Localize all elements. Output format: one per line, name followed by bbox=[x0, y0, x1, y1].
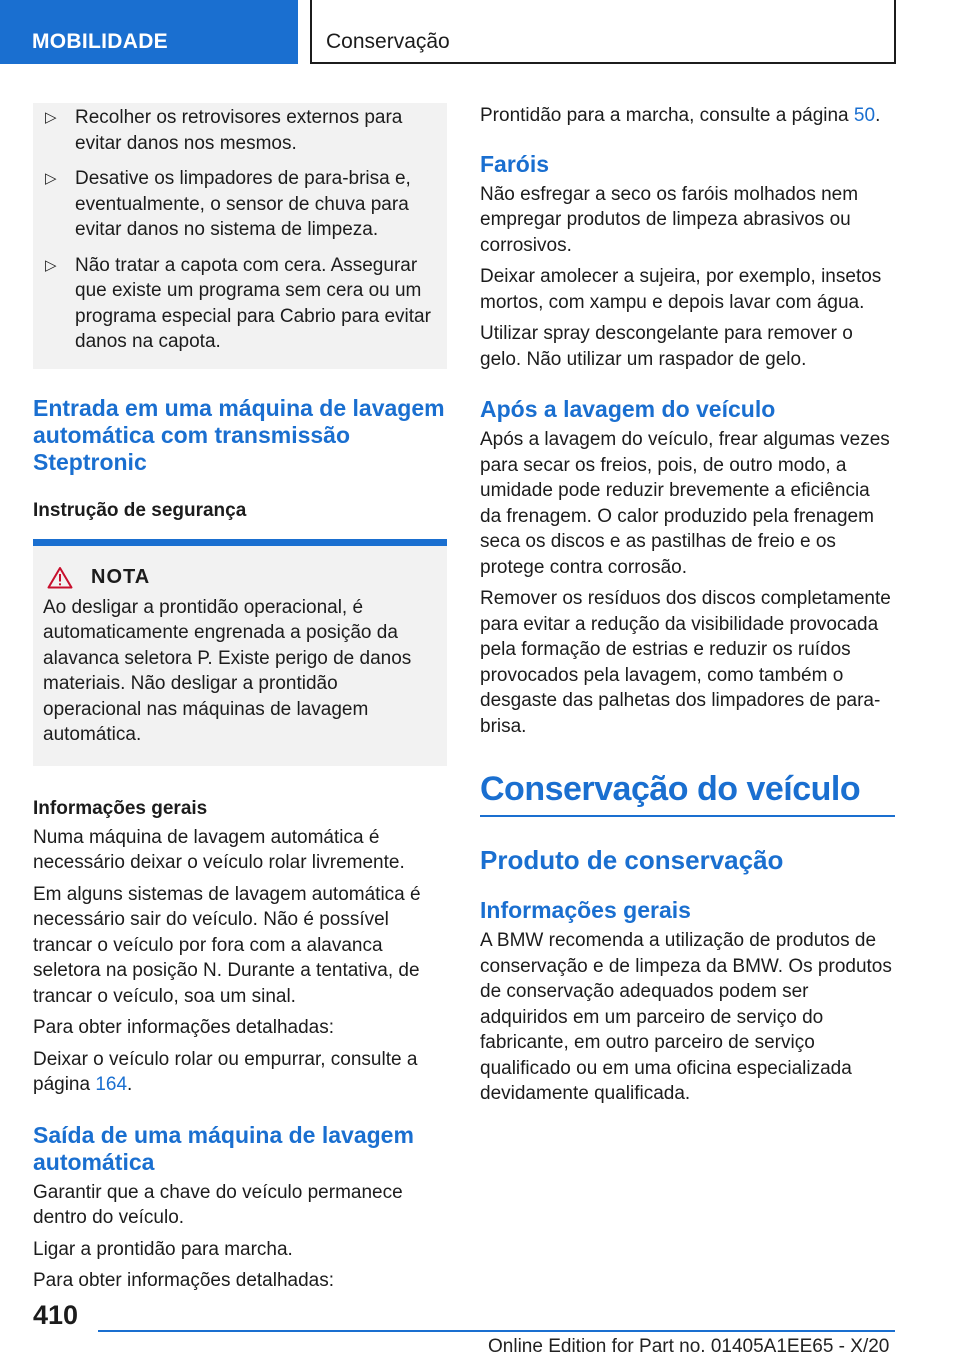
paragraph bbox=[33, 1047, 447, 1098]
right-column bbox=[480, 103, 895, 1113]
chapter-label: Conservação bbox=[326, 30, 450, 53]
note-title: NOTA bbox=[91, 565, 151, 588]
paragraph: Garantir que a chave do veículo permanece dentro do veículo. bbox=[33, 1181, 403, 1228]
section-title-after-wash: Após a lavagem do veículo bbox=[480, 396, 776, 422]
triangle-bullet-icon: ▷ bbox=[45, 170, 57, 187]
section-tab bbox=[0, 0, 298, 64]
paragraph: Em alguns sistemas de lavagem automática é necessário sair do veículo. Não é possível trancar o veículo por fora com a alavanca seletora na posição N. Durante a tentativa, de trancar o veículo, soa um sinal. bbox=[33, 883, 421, 1007]
page-number: 410 bbox=[33, 1300, 79, 1330]
safety-instruction-title: Instrução de segurança bbox=[33, 499, 247, 521]
section-title-car-wash-entry: Entrada em uma máquina de lavagem automática com transmissão Steptronic bbox=[33, 394, 445, 475]
list-item bbox=[45, 166, 435, 243]
triangle-bullet-icon: ▷ bbox=[45, 256, 57, 274]
list-item-text: Recolher os retrovisores externos para evitar danos nos mesmos. bbox=[75, 107, 403, 154]
paragraph: Para obter informações detalhadas: bbox=[33, 1270, 335, 1291]
paragraph: Remover os resíduos dos discos completamente para evitar a redução da visibilidade provocada pela formação de estrias e reduzir os ruídos provocados pela lavagem, como também o desgaste das palhetas dos limpadores de para-brisa. bbox=[480, 588, 891, 737]
bullet-box bbox=[33, 103, 447, 369]
page-link-50[interactable]: 50 bbox=[853, 105, 876, 126]
list-item bbox=[45, 105, 435, 156]
paragraph: Utilizar spray descongelante para remover o gelo. Não utilizar um raspador de gelo. bbox=[480, 323, 853, 370]
list-item-text: Desative os limpadores de para-brisa e, eventualmente, o sensor de chuva para evitar danos no sistema de limpeza. bbox=[75, 168, 411, 240]
note-header bbox=[43, 566, 437, 589]
section-title-headlights: Faróis bbox=[480, 150, 550, 177]
paragraph-end: . bbox=[875, 105, 881, 126]
note-box bbox=[33, 539, 447, 766]
chapter-title-vehicle-care: Conservação do veículo bbox=[480, 769, 895, 817]
note-text: Ao desligar a prontidão operacional, é automaticamente engrenada a posição da alavanca seletora P. Existe perigo de danos materiais. Não desligar a prontidão operacional nas máquinas de lavagem automática. bbox=[43, 596, 412, 745]
general-info-title: Informações gerais bbox=[33, 797, 208, 819]
paragraph: Deixar amolecer a sujeira, por exemplo, insetos mortos, com xampu e depois lavar com água. bbox=[480, 266, 882, 313]
general-info-title: Informações gerais bbox=[480, 897, 691, 923]
warning-triangle-icon bbox=[47, 566, 73, 589]
page-link-164[interactable]: 164 bbox=[95, 1074, 128, 1095]
paragraph: Não esfregar a seco os faróis molhados nem empregar produtos de limpeza abrasivos ou corrosivos. bbox=[480, 183, 859, 256]
paragraph: A BMW recomenda a utilização de produtos de conservação e de limpeza da BMW. Os produtos de conservação adequados podem ser adquiridos em um parceiro de serviço do fabricante, em outro parceiro de serviço qualificado ou em uma oficina especializada devidamente qualificada. bbox=[480, 930, 892, 1104]
paragraph: Ligar a prontidão para marcha. bbox=[33, 1238, 293, 1260]
chapter-header bbox=[310, 0, 896, 64]
footer-divider bbox=[98, 1330, 895, 1332]
paragraph: Numa máquina de lavagem automática é necessário deixar o veículo rolar livremente. bbox=[33, 826, 405, 873]
section-title-car-wash-exit: Saída de uma máquina de lavagem automática bbox=[33, 1121, 414, 1175]
triangle-bullet-icon: ▷ bbox=[45, 109, 57, 126]
list-item bbox=[45, 253, 435, 355]
bullet-list bbox=[45, 105, 435, 355]
footer-edition: Online Edition for Part no. 01405A1EE65 - X/20 bbox=[488, 1336, 890, 1357]
subchapter-title-care-products: Produto de conservação bbox=[480, 845, 784, 875]
left-column bbox=[33, 103, 447, 1300]
paragraph bbox=[480, 103, 895, 129]
paragraph: Após a lavagem do veículo, frear algumas vezes para secar os freios, pois, de outro modo, a umidade pode reduzir brevemente a eficiência da frenagem. O calor produzido pela frenagem seca os discos e as pastilhas de freio e os protege contra corrosão. bbox=[480, 429, 890, 578]
section-label: MOBILIDADE bbox=[32, 30, 168, 53]
list-item-text: Não tratar a capota com cera. Assegurar que existe um programa sem cera ou um programa especial para Cabrio para evitar danos na capota. bbox=[75, 254, 431, 352]
paragraph-text: Deixar o veículo rolar ou empurrar, consulte a página bbox=[33, 1048, 418, 1095]
paragraph-text: Prontidão para a marcha, consulte a página bbox=[480, 105, 849, 126]
paragraph: Para obter informações detalhadas: bbox=[33, 1017, 335, 1038]
paragraph-end: . bbox=[127, 1074, 133, 1095]
